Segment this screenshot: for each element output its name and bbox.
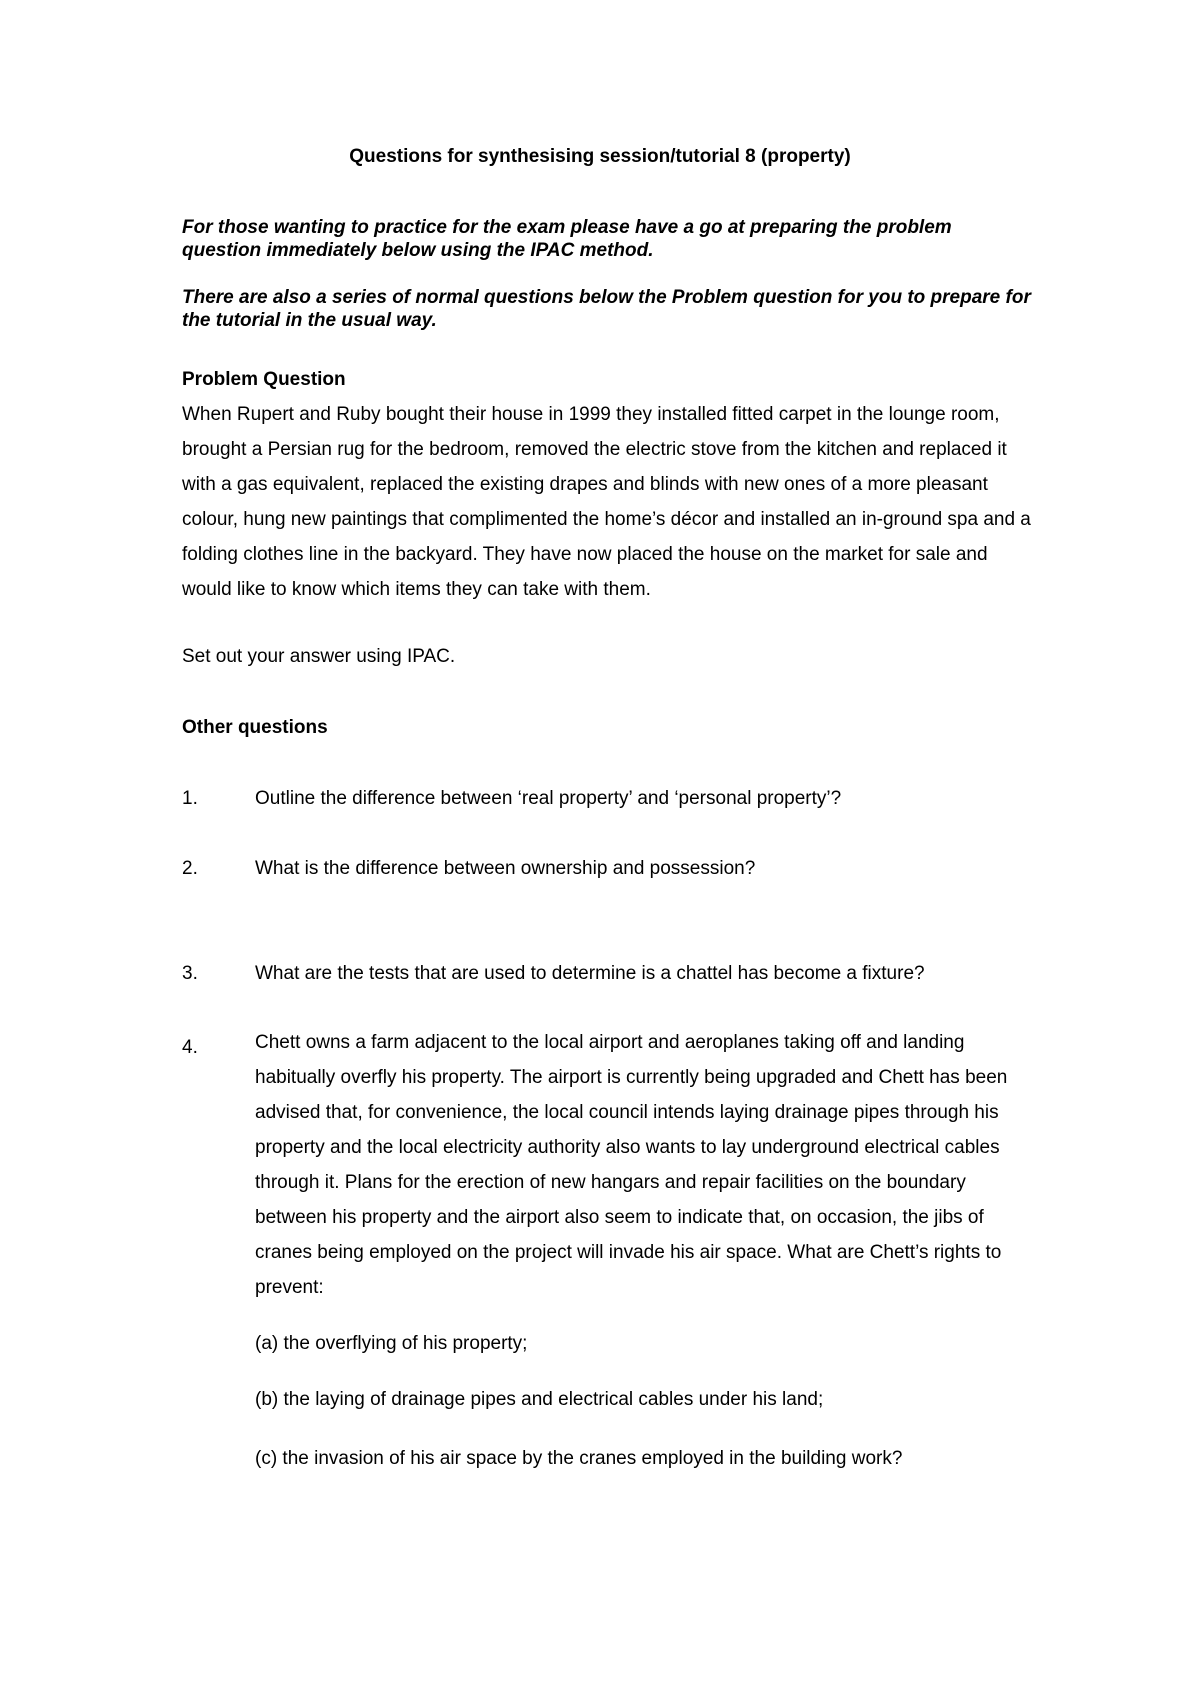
question-text: Outline the difference between ‘real property’ and ‘personal property’? bbox=[255, 788, 842, 809]
question-number: 1. bbox=[182, 788, 198, 809]
sub-question-b: (b) the laying of drainage pipes and electrical cables under his land; bbox=[255, 1389, 824, 1410]
question-number: 2. bbox=[182, 858, 198, 879]
intro-paragraph-exam: For those wanting to practice for the exam please have a go at preparing the problem question immediately below using the IPAC method. bbox=[182, 217, 952, 261]
other-questions-heading: Other questions bbox=[182, 717, 328, 738]
question-number: 4. bbox=[182, 1037, 198, 1058]
problem-question-text: When Rupert and Ruby bought their house in 1999 they installed fitted carpet in the lounge room, brought a Persian rug for the bedroom, removed the electric stove from the kitchen and replaced it with a gas equivalent, replaced the existing drapes and blinds with new ones of a more pleasant colour, hung new paintings that complimented the home’s décor and installed an in-ground spa and a folding clothes line in the backyard. They have now placed the house on the market for sale and would like to know which items they can take with them. bbox=[182, 404, 1031, 600]
ipac-instruction: Set out your answer using IPAC. bbox=[182, 646, 456, 667]
document-title: Questions for synthesising session/tutorial 8 (property) bbox=[349, 146, 851, 167]
sub-question-c: (c) the invasion of his air space by the cranes employed in the building work? bbox=[255, 1448, 903, 1469]
intro-paragraph-tutorial: There are also a series of normal questions below the Problem question for you to prepare for the tutorial in the usual way. bbox=[182, 287, 1031, 331]
question-text: What is the difference between ownership and possession? bbox=[255, 858, 756, 879]
question-text: Chett owns a farm adjacent to the local airport and aeroplanes taking off and landing habitually overfly his property. The airport is currently being upgraded and Chett has been advised that, for convenience, the local council intends laying drainage pipes through his property and the local electricity authority also wants to lay underground electrical cables through it. Plans for the erection of new hangars and repair facilities on the boundary between his property and the airport also seem to indicate that, on occasion, the jibs of cranes being employed on the project will invade his air space. What are Chett’s rights to prevent: bbox=[255, 1032, 1008, 1298]
problem-question-heading: Problem Question bbox=[182, 369, 346, 390]
question-number: 3. bbox=[182, 963, 198, 984]
sub-question-a: (a) the overflying of his property; bbox=[255, 1333, 528, 1354]
question-text: What are the tests that are used to determine is a chattel has become a fixture? bbox=[255, 963, 925, 984]
